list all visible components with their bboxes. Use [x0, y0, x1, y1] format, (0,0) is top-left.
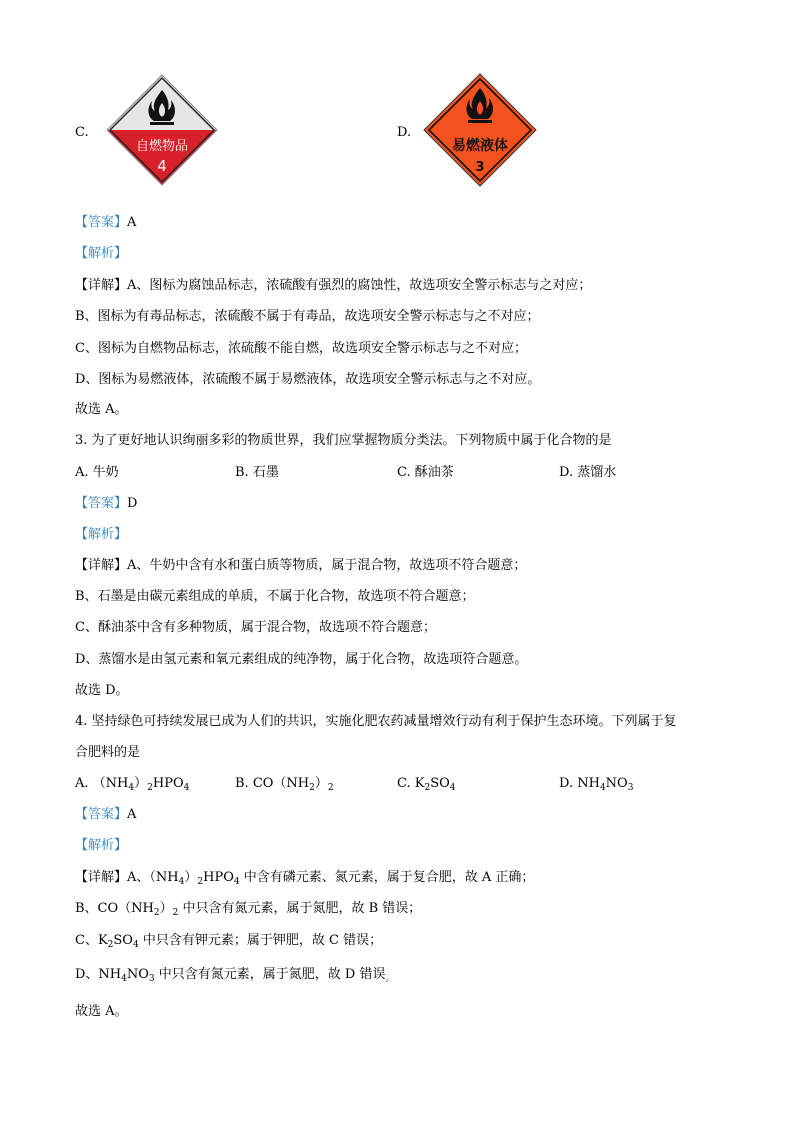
q4-conclusion: 故选 A。 [75, 1004, 128, 1019]
q3-option-d: D. 蒸馏水 [559, 465, 617, 480]
spontaneous-combustion-sign [105, 73, 219, 187]
q2-detail-line: D、图标为易燃液体，浓硫酸不属于易燃液体，故选项安全警示标志与之不对应。 [75, 372, 541, 387]
q3-detail-line: B、石墨是由碳元素组成的单质，不属于化合物，故选项不符合题意； [75, 589, 475, 604]
q3-option-a: A. 牛奶 [75, 465, 119, 480]
q3-stem: 3. 为了更好地认识绚丽多彩的物质世界，我们应掌握物质分类法。下列物质中属于化合物的是 [75, 433, 612, 448]
q4-option-c: C. $K_2SO_4$ [397, 776, 456, 793]
sign-d-label: 易燃液体 [452, 138, 508, 154]
q2-analysis-label: 【解析】 [75, 246, 128, 261]
q2-conclusion: 故选 A。 [75, 402, 128, 417]
flammable-liquid-sign [422, 72, 538, 188]
q4-analysis-label: 【解析】 [75, 838, 128, 853]
q4-detail-line: C、$K_2SO_4$ 中只含有钾元素；属于钾肥，故 C 错误； [75, 933, 383, 950]
q2-detail-line: 【详解】A、图标为腐蚀品标志，浓硫酸有强烈的腐蚀性，故选项安全警示标志与之对应； [75, 278, 592, 293]
answer-value: A [127, 215, 137, 230]
q4-option-a: A. $(NH_4)_2HPO_4$ [75, 776, 190, 793]
q4-answer: 【答案】A [75, 807, 137, 822]
sign-c-label: 自燃物品 [135, 139, 189, 154]
q3-detail-line: C、酥油茶中含有多种物质，属于混合物，故选项不符合题意； [75, 620, 436, 635]
q2-detail-line: B、图标为有毒品标志，浓硫酸不属于有毒品，故选项安全警示标志与之不对应； [75, 309, 540, 324]
answer-label: 【答案】 [75, 215, 128, 230]
q3-answer: 【答案】D [75, 496, 138, 511]
option-c-letter: C. [75, 125, 89, 140]
q3-detail-line: 【详解】A、牛奶中含有水和蛋白质等物质，属于混合物，故选项不符合题意； [75, 558, 527, 573]
q2-detail-line: C、图标为自燃物品标志，浓硫酸不能自燃，故选项安全警示标志与之不对应； [75, 341, 527, 356]
q4-option-d: D. $NH_4NO_3$ [559, 776, 634, 793]
q4-detail-line: D、$NH_4NO_3$ 中只含有氮元素，属于氮肥，故 D 错误$_。$ [75, 967, 395, 984]
q4-stem-line: 合肥料的是 [75, 745, 141, 760]
q3-option-c: C. 酥油茶 [397, 465, 454, 480]
q3-conclusion: 故选 D。 [75, 683, 129, 698]
sign-d-number: 3 [475, 160, 485, 175]
q3-analysis-label: 【解析】 [75, 527, 128, 542]
q4-option-b: B. $CO(NH_2)_2$ [235, 776, 334, 793]
q4-detail-line: 【详解】A、$(NH_4)_2HPO_4$ 中含有磷元素、氮元素，属于复合肥，故 A 正确； [75, 870, 535, 887]
q4-detail-line: B、$CO(NH_2)_2$ 中只含有氮元素，属于氮肥，故 B 错误； [75, 901, 422, 918]
option-d-letter: D. [397, 125, 412, 140]
q2-answer [75, 214, 136, 232]
q3-option-b: B. 石墨 [235, 465, 279, 480]
q3-detail-line: D、蒸馏水是由氢元素和氧元素组成的纯净物，属于化合物，故选项符合题意。 [75, 652, 528, 667]
sign-c-number: 4 [157, 157, 167, 175]
q4-stem-line: 4. 坚持绿色可持续发展已成为人们的共识，实施化肥农药减量增效行动有利于保护生态环境。下列属于复 [75, 714, 677, 729]
